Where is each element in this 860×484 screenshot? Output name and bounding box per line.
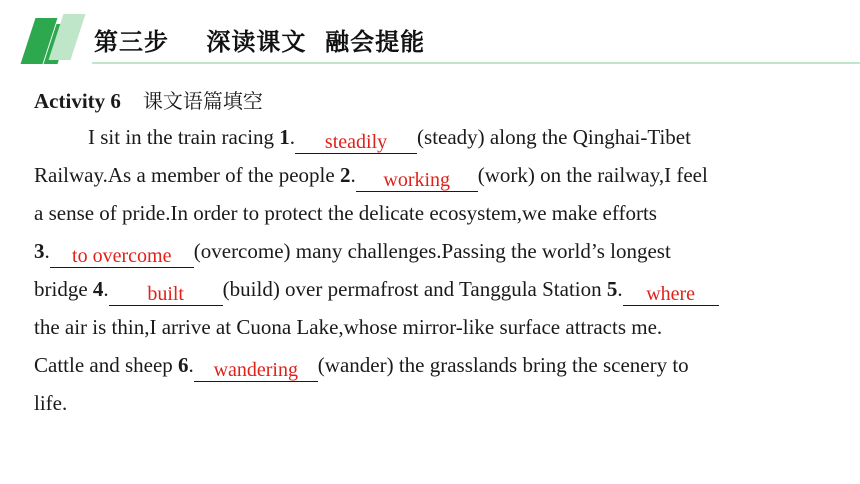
passage-text: the air is thin,I arrive at Cuona Lake,whose mirror-like surface attracts me. [34, 315, 663, 339]
answer-text: built [147, 283, 184, 305]
header-divider [92, 62, 860, 64]
blank-number: 4 [92, 277, 104, 301]
activity-heading [34, 84, 834, 118]
passage-text: (work) on the railway,I feel [477, 163, 708, 187]
passage-line: bridge 4. built (build) over permafrost and Tanggula Station 5. where [34, 270, 834, 308]
passage-text: (wander) the grasslands bring the scenery to [317, 353, 689, 377]
passage-text: Railway.As a member of the people [34, 163, 340, 187]
section-header [0, 0, 860, 75]
answer-blank [623, 281, 719, 306]
blank-number: 6 [178, 353, 189, 377]
answer-text: wandering [213, 359, 298, 381]
passage-text: life. [34, 391, 68, 415]
passage-text: Cattle and sheep [34, 353, 179, 377]
answer-blank [50, 243, 194, 268]
passage-line [34, 194, 834, 232]
activity-label: Activity 6 [34, 89, 121, 113]
blank-number: 1 [279, 125, 290, 149]
exercise-content [34, 84, 834, 422]
answer-text: where [646, 283, 696, 305]
passage-line: 3. to overcome (overcome) many challenges.Passing the world’s longest [34, 239, 671, 267]
blank-number: 2 [339, 163, 351, 187]
answer-blank [109, 281, 223, 306]
passage-text: a sense of pride.In order to protect the delicate ecosystem,we make efforts [34, 201, 657, 225]
answer-text: working [383, 169, 451, 191]
passage-text: I sit in the train racing [88, 125, 280, 149]
passage-line: Railway.As a member of the people 2. working (work) on the railway,I feel [34, 163, 708, 191]
activity-subtitle: 课文语篇填空 [142, 89, 263, 113]
passage-line: I sit in the train racing 1. steadily (steady) along the Qinghai-Tibet [88, 125, 691, 153]
answer-blank [356, 167, 478, 192]
blank-number: 5 [606, 277, 618, 301]
answer-blank [194, 357, 318, 382]
passage-text: (overcome) many challenges.Passing the world’s longest [193, 239, 671, 263]
passage-line: Cattle and sheep 6. wandering (wander) the grasslands bring the scenery to [34, 353, 689, 381]
answer-blank [295, 129, 417, 154]
passage-text: (steady) along the Qinghai-Tibet [417, 125, 691, 149]
passage-text: bridge [34, 277, 93, 301]
passage-line [34, 384, 834, 422]
answer-text: steadily [324, 131, 388, 153]
passage-text: (build) over permafrost and Tanggula Station [222, 277, 607, 301]
passage-line [34, 308, 834, 346]
blank-number: 3 [34, 239, 45, 263]
answer-text: to overcome [72, 245, 172, 267]
section-title: 第三步 深读课文 融会提能 [94, 28, 426, 56]
